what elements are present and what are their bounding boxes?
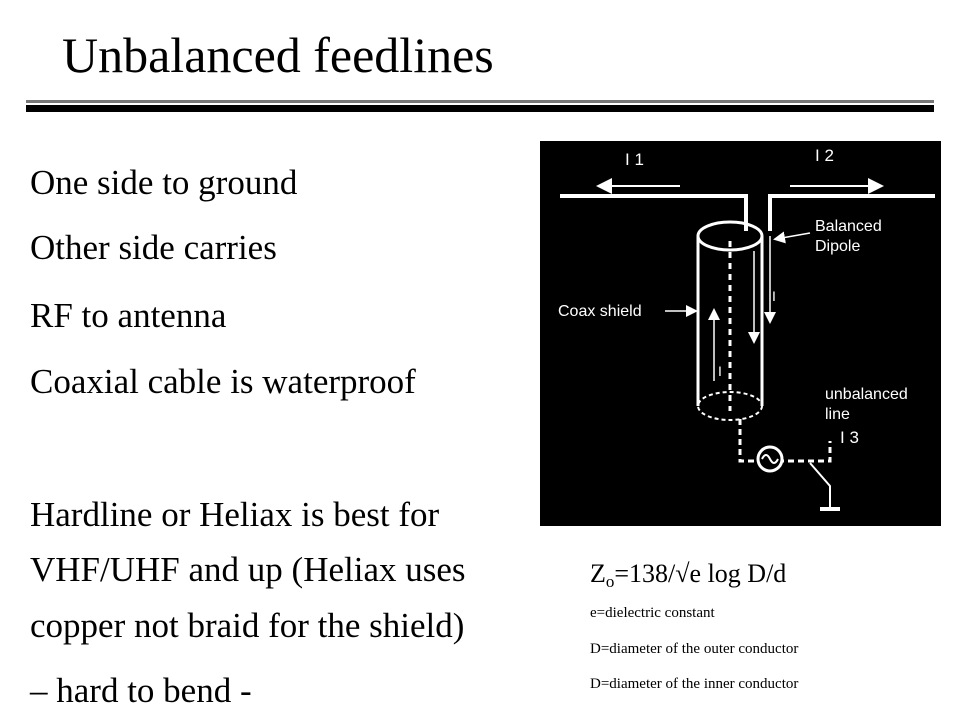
label-i-small: I — [772, 288, 776, 304]
label-i3: I 3 — [840, 428, 859, 447]
title-underline-thick — [26, 105, 934, 112]
coax-dipole-svg — [540, 141, 941, 526]
coax-dipole-diagram — [540, 141, 941, 526]
formula-rest: =138/√e log D/d — [614, 559, 787, 588]
note-outer-diameter: D=diameter of the outer conductor — [590, 641, 799, 657]
label-line: line — [825, 406, 850, 423]
label-i-small-2: I — [718, 363, 722, 379]
bullet-7: copper not braid for the shield) — [30, 606, 465, 645]
label-i2: I 2 — [815, 146, 834, 165]
bullet-6: VHF/UHF and up (Heliax uses — [30, 550, 466, 589]
bullet-3: RF to antenna — [30, 296, 227, 335]
note-dielectric: e=dielectric constant — [590, 605, 715, 621]
dipole-left-arm — [560, 196, 746, 231]
formula-subscript: o — [605, 572, 615, 591]
label-unbalanced: unbalanced — [825, 386, 908, 403]
pointer-balanced — [776, 233, 810, 239]
title-underline-thin — [26, 100, 934, 103]
bullet-2: Other side carries — [30, 228, 277, 267]
source-wires — [740, 419, 830, 461]
bullet-5: Hardline or Heliax is best for — [30, 495, 440, 534]
impedance-formula — [590, 561, 786, 590]
slide-title: Unbalanced feedlines — [62, 27, 494, 83]
formula-z: Z — [590, 559, 606, 588]
note-inner-diameter: D=diameter of the inner conductor — [590, 676, 799, 692]
bullet-1: One side to ground — [30, 163, 298, 202]
label-dipole: Dipole — [815, 238, 861, 255]
label-coax-shield: Coax shield — [558, 303, 642, 320]
bullet-4: Coaxial cable is waterproof — [30, 362, 416, 401]
label-balanced: Balanced — [815, 218, 882, 235]
title-underline — [26, 100, 934, 112]
label-i1: I 1 — [625, 150, 644, 169]
ground-lead — [810, 463, 830, 509]
bullet-8: – hard to bend - — [30, 671, 252, 710]
